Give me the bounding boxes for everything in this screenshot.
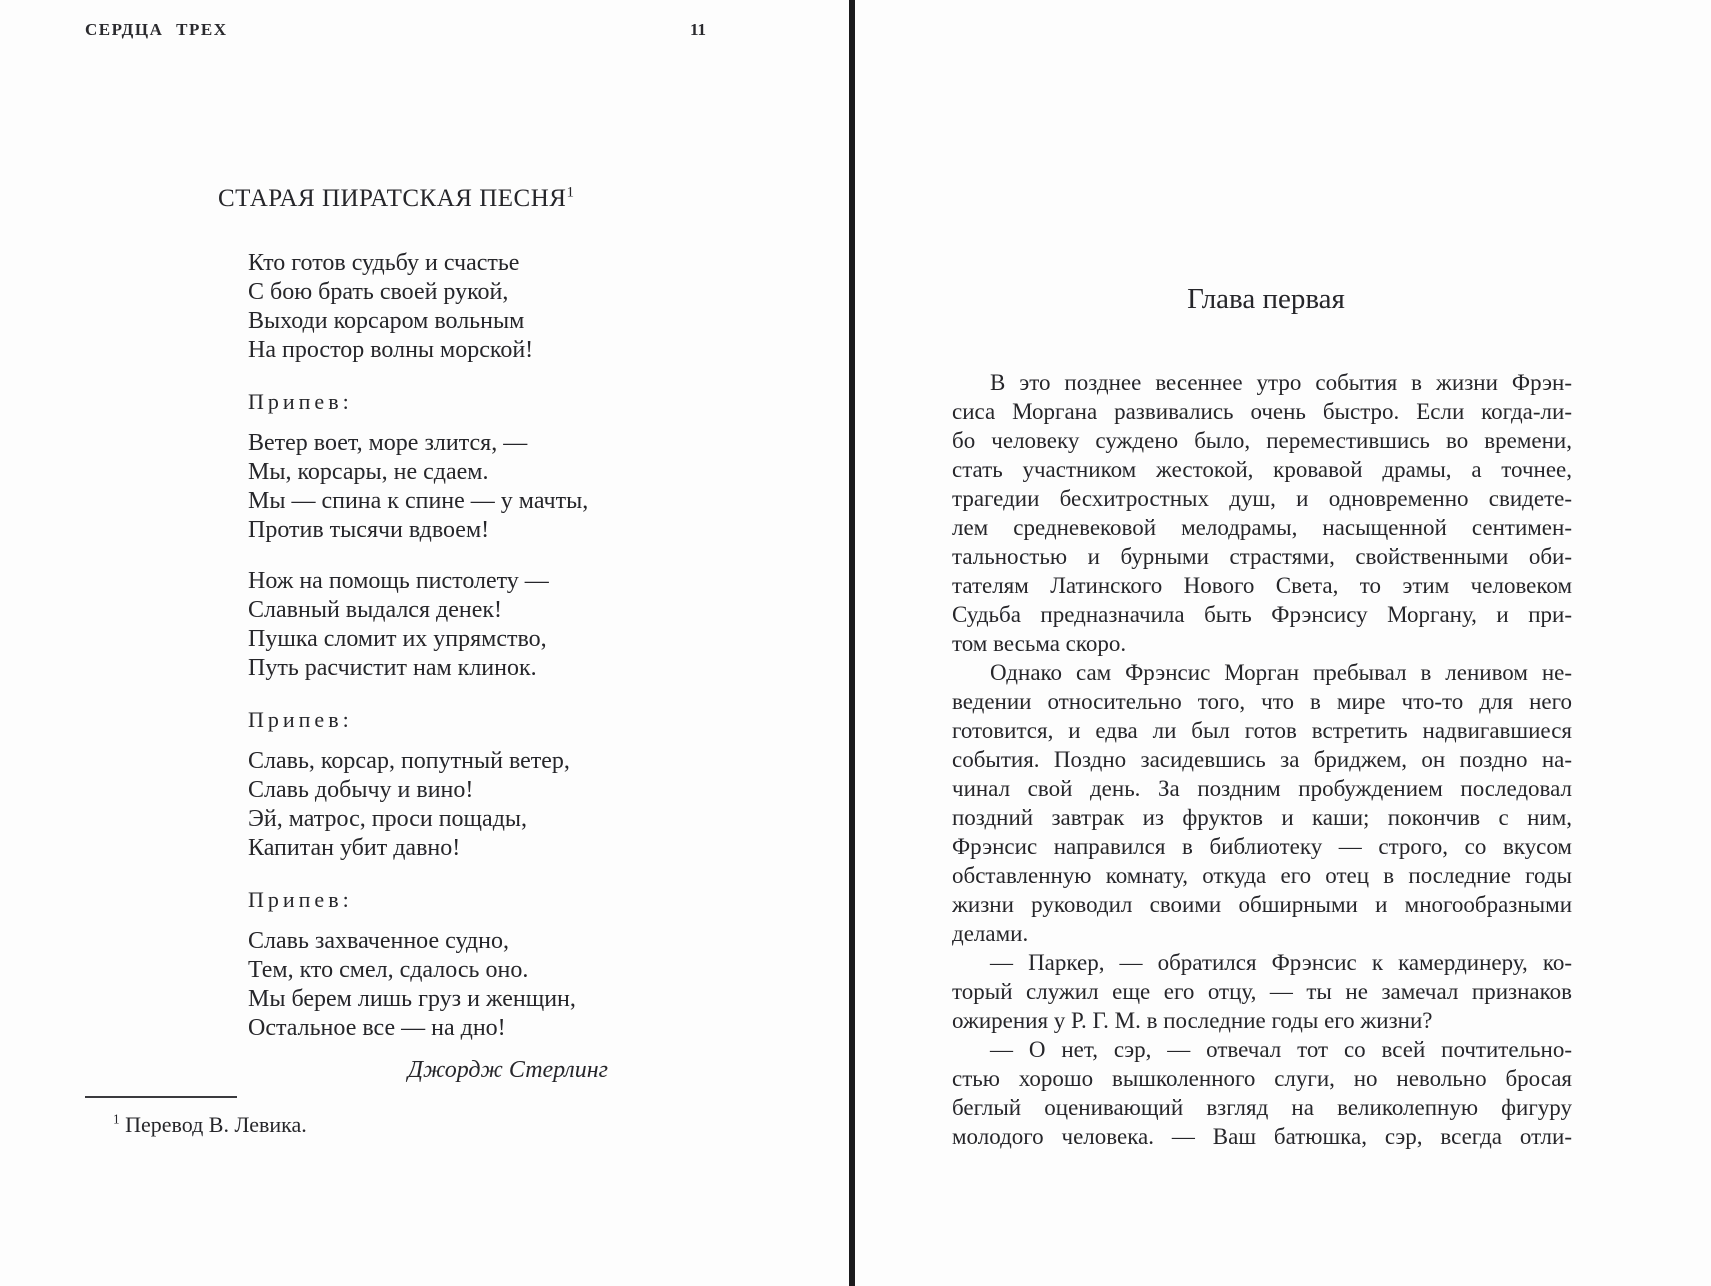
poem-line: Пушка сломит их упрямство, [248,626,547,652]
page-number: 11 [690,20,707,39]
stanza [218,747,618,863]
footnote-text-body: Перевод В. Левика. [125,1112,307,1137]
poem-line: Остальное все — на дно! [248,1015,506,1041]
body-line: лем средневековой мелодрамы, насыщенной сентимен- [952,515,1572,540]
body-line: В это позднее весеннее утро события в жизни Фрэн- [990,370,1572,395]
body-line: том весьма скоро. [952,631,1127,656]
body-line: беглый оценивающий взгляд на великолепную фигуру [952,1095,1572,1120]
poem-blocks [218,249,618,1043]
poem-line: Мы берем лишь груз и женщин, [248,986,576,1012]
poem-line: Эй, матрос, проси пощады, [248,806,528,832]
chorus-label: Припев: [248,707,353,732]
chapter-title: Глава первая [1187,283,1345,315]
poem-line: Нож на помощь пистолету — [248,568,549,594]
stanza [218,249,618,365]
stanza [218,429,618,545]
body-line: жизни руководил своими обширными и многообразными [952,892,1572,917]
body-line: торый служил еще его отцу, — ты не замечал признаков [952,979,1572,1004]
poem-line: Путь расчистит нам клинок. [248,655,537,681]
stanza [218,567,618,683]
footnote-rule [85,1096,237,1098]
poem-line: Славь захваченное судно, [248,928,509,954]
poem-title [218,185,618,213]
body-line: ожирения у Р. Г. М. в последние годы его жизни? [952,1008,1433,1033]
poem-line: Против тысячи вдвоем! [248,517,490,543]
poem-line: Славь добычу и вино! [248,777,474,803]
paragraph [952,948,1572,1035]
poem-line: Тем, кто смел, сдалось оно. [248,957,529,983]
body-line: обставленную комнату, откуда его отец в последние годы [952,863,1572,888]
poem-title-text: СТАРАЯ ПИРАТСКАЯ ПЕСНЯ [218,185,567,212]
body-line: стать участником жестокой, кровавой драмы, а точнее, [952,457,1572,482]
poem-line: Кто готов судьбу и счастье [248,250,520,276]
poem-line: Мы — спина к спине — у мачты, [248,488,589,514]
body-line: бо человеку суждено было, переместившись во времени, [952,428,1572,453]
body-line: — О нет, сэр, — отвечал тот со всей почтительно- [990,1037,1572,1062]
footnote-text [85,1112,585,1138]
body-line: тальностью и бурными страстями, свойственными оби- [952,544,1572,569]
body-line: Однако сам Фрэнсис Морган пребывал в ленивом не- [990,660,1572,685]
poem-line: Мы, корсары, не сдаем. [248,459,489,485]
body-line: стью хорошо вышколенного слуги, но невольно бросая [952,1066,1572,1091]
running-title: СЕРДЦА ТРЕХ [85,20,228,39]
paragraph [952,1035,1572,1151]
footnote [85,1096,585,1138]
body-line: тателям Латинского Нового Света, то этим человеком [952,573,1572,598]
body-line: ведении относительно того, что в мире что-то для него [952,689,1572,714]
footnote-marker: 1 [566,184,575,201]
body-text [952,368,1572,1151]
body-line: делами. [952,921,1029,946]
paragraph [952,368,1572,658]
poem-line: С бою брать своей рукой, [248,279,509,305]
body-line: поздний завтрак из фруктов и каши; покончив с ним, [952,805,1572,830]
body-line: готовится, и едва ли был готов встретить надвигавшиеся [952,718,1572,743]
page-divider [849,0,855,1286]
paragraph [952,658,1572,948]
body-line: — Паркер, — обратился Фрэнсис к камердинеру, ко- [990,950,1572,975]
poem [218,185,618,1084]
chorus-label: Припев: [248,389,353,414]
body-line: события. Поздно засидевшись за бриджем, он поздно на- [952,747,1572,772]
stanza [218,927,618,1043]
poem-line: Капитан убит давно! [248,835,461,861]
poem-line: Славь, корсар, попутный ветер, [248,748,570,774]
body-line: чинал свой день. За поздним пробуждением последовал [952,776,1572,801]
poem-line: На простор волны морской! [248,337,534,363]
body-line: молодого человека. — Ваш батюшка, сэр, всегда отли- [952,1124,1572,1149]
body-line: Судьба предназначила быть Фрэнсису Моргану, и при- [952,602,1572,627]
footnote-marker: 1 [113,1111,120,1127]
body-line: Фрэнсис направился в библиотеку — строго, со вкусом [952,834,1572,859]
poem-line: Ветер воет, море злится, — [248,430,528,456]
poem-attribution: Джордж Стерлинг [407,1057,608,1083]
chorus-label: Припев: [248,887,353,912]
body-line: сиса Моргана развивались очень быстро. Если когда-ли- [952,399,1572,424]
poem-line: Выходи корсаром вольным [248,308,525,334]
body-line: трагедии бесхитростных душ, и одновременно свидете- [952,486,1572,511]
poem-line: Славный выдался денек! [248,597,502,623]
